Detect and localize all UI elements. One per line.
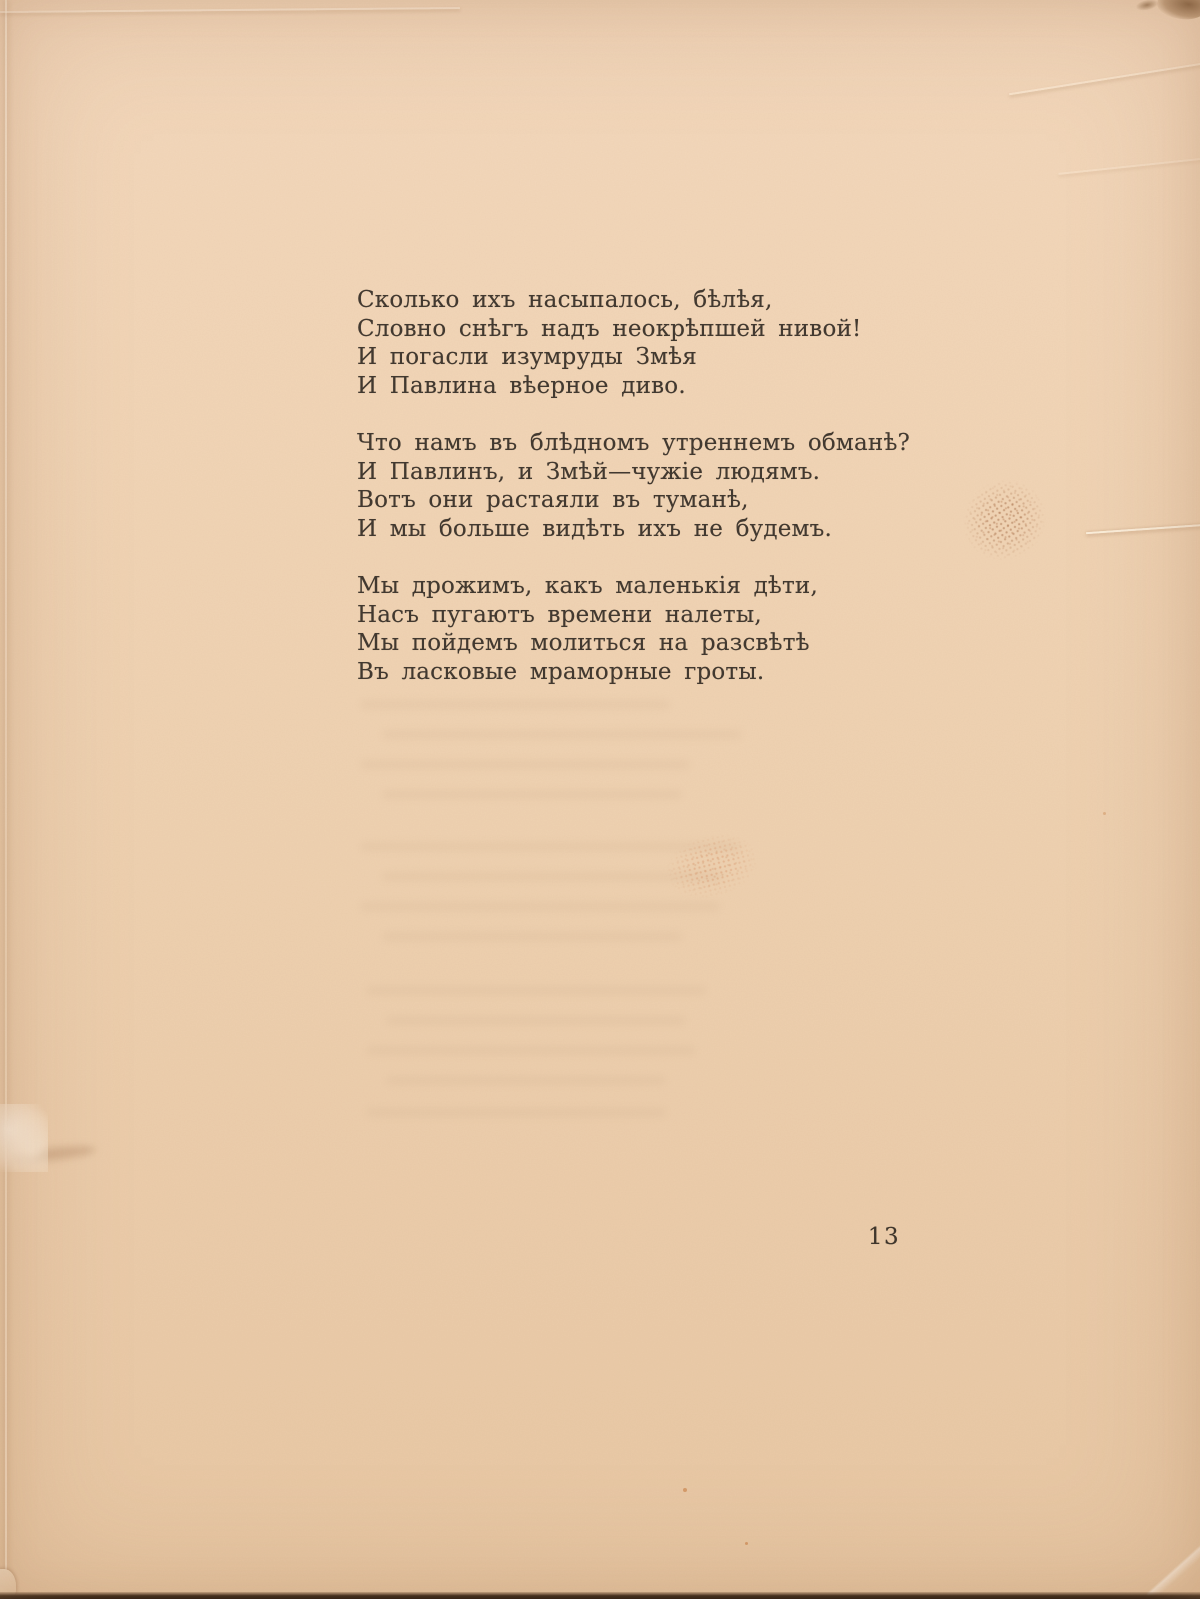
poem-line: Вотъ они растаяли въ туманѣ,	[357, 487, 749, 513]
top-right-corner-tear	[1156, 0, 1200, 22]
bleed-line	[366, 1046, 696, 1055]
poem-line: И Павлинъ, и Змѣй—чужіе людямъ.	[357, 458, 821, 485]
page-number: 13	[867, 1224, 901, 1250]
paper-freckle	[683, 1488, 687, 1492]
bleed-line	[386, 1016, 686, 1025]
poem-line: Словно снѣгъ надъ неокрѣпшей нивой!	[357, 315, 862, 342]
poem-line: Что намъ въ блѣдномъ утреннемъ обманѣ?	[357, 430, 911, 456]
top-right-corner-tear	[1135, 0, 1159, 12]
bleed-line	[382, 790, 682, 799]
poem-line: И Павлина вѣерное диво.	[357, 372, 686, 399]
stanza-1	[357, 286, 910, 400]
poem	[357, 286, 910, 715]
left-edge-tear	[0, 1104, 48, 1172]
bleed-line	[382, 730, 742, 739]
bleed-line	[360, 760, 690, 769]
stanza-3	[357, 572, 910, 686]
scan-bottom-edge	[0, 1592, 1200, 1599]
right-edge-crease	[1086, 524, 1200, 534]
bleed-line	[366, 1108, 666, 1117]
paper-freckle	[1103, 812, 1106, 815]
poem-line: Насъ пугаютъ времени налеты,	[357, 601, 762, 628]
bleed-line	[382, 932, 682, 941]
poem-line: Сколько ихъ насыпалось, бѣлѣя,	[357, 287, 773, 313]
poem-line: Мы дрожимъ, какъ маленькія дѣти,	[357, 573, 818, 599]
top-right-wrinkle	[1058, 157, 1200, 175]
poem-line: Въ ласковые мраморные гроты.	[357, 658, 765, 685]
paper-freckle	[745, 1542, 748, 1545]
left-fold-crease	[5, 0, 7, 1599]
bleed-line	[366, 986, 706, 995]
poem-line: И погасли изумруды Змѣя	[357, 344, 697, 370]
speckled-stain	[633, 806, 790, 925]
stanza-2	[357, 429, 910, 543]
bleed-line	[386, 1076, 666, 1085]
top-edge-crease	[0, 7, 460, 13]
speckled-stain	[922, 439, 1088, 601]
poem-line: Мы пойдемъ молиться на разсвѣтѣ	[357, 630, 810, 656]
bottom-right-corner-crease	[1147, 1542, 1200, 1599]
poem-line: И мы больше видѣть ихъ не будемъ.	[357, 515, 832, 542]
top-right-wrinkle	[1009, 63, 1200, 95]
